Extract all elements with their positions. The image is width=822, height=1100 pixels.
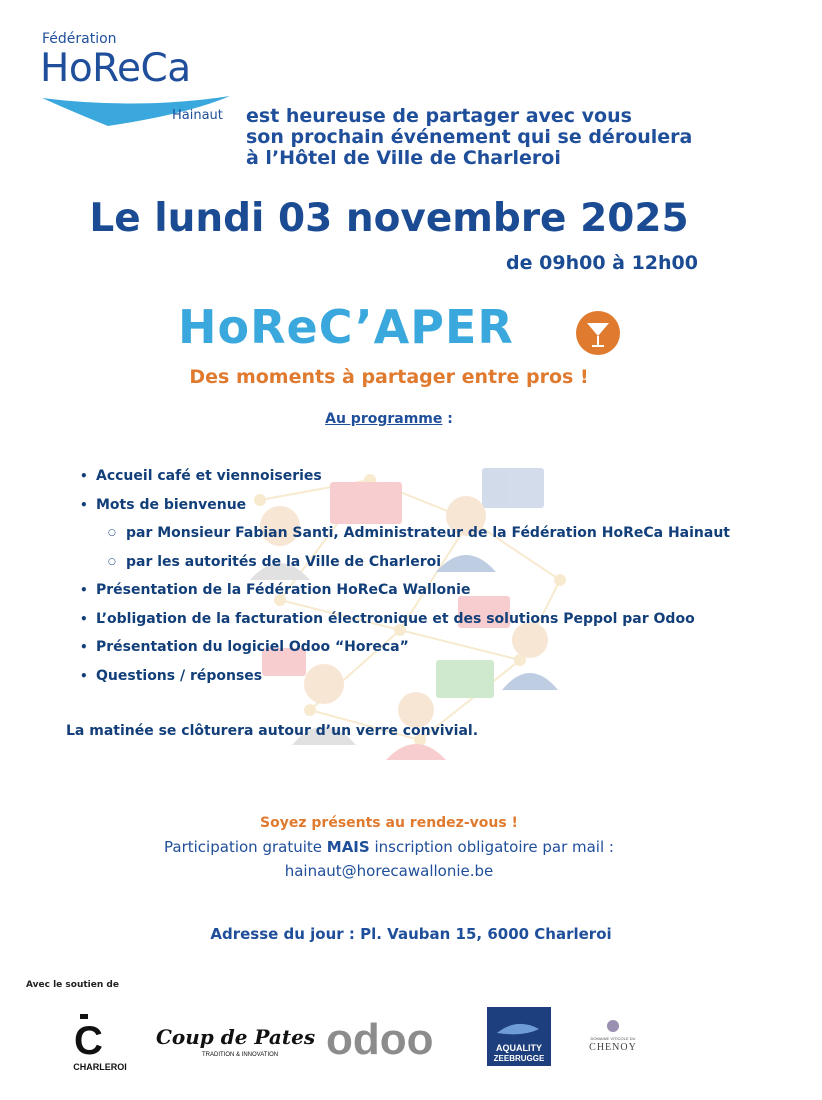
- call-to-action: Soyez présents au rendez-vous !: [260, 815, 518, 831]
- event-date: Le lundi 03 novembre 2025: [89, 196, 689, 241]
- list-item: • L’obligation de la facturation électronique et des solutions Peppol par Odoo: [78, 605, 730, 634]
- intro-text: [246, 106, 692, 169]
- chenoy-text: CHENOY: [589, 1042, 637, 1053]
- charleroi-logo-text: CHARLEROI: [73, 1062, 127, 1072]
- participation-before: Participation gratuite: [164, 838, 327, 856]
- list-item: • Présentation de la Fédération HoReCa Wallonie: [78, 576, 730, 605]
- intro-line: est heureuse de partager avec vous: [246, 105, 632, 127]
- support-label: Avec le soutien de: [26, 980, 119, 990]
- list-item: ○ par Monsieur Fabian Santi, Administrateur de la Fédération HoReCa Hainaut: [78, 519, 730, 548]
- odoo-logo-text: odoo: [326, 1015, 434, 1064]
- participation-text: [0, 838, 778, 856]
- coup-de-pates-tagline: TRADITION & INNOVATION: [202, 1052, 279, 1058]
- program-list: [78, 462, 730, 690]
- svg-text:C: C: [74, 1019, 103, 1063]
- logo-federation-text: Fédération: [42, 31, 117, 47]
- charleroi-logo: [70, 1012, 130, 1072]
- intro-line: à l’Hôtel de Ville de Charleroi: [246, 147, 561, 169]
- cocktail-glass-icon: [574, 309, 622, 357]
- participation-after: inscription obligatoire par mail :: [369, 838, 614, 856]
- coup-de-pates-text: Coup de Pates: [156, 1025, 316, 1049]
- logo-hainaut-text: Hainaut: [172, 108, 223, 123]
- event-time: de 09h00 à 12h00: [506, 252, 698, 274]
- event-subtitle: Des moments à partager entre pros !: [189, 366, 589, 388]
- closing-text: La matinée se clôturera autour d’un verre convivial.: [66, 723, 479, 739]
- participation-bold: MAIS: [326, 838, 370, 856]
- aquality-text: AQUALITY: [496, 1043, 542, 1053]
- contact-email-link[interactable]: hainaut@horecawallonie.be: [284, 862, 494, 880]
- chenoy-logo: [583, 1014, 643, 1062]
- program-heading: [0, 411, 778, 427]
- logo-horeca-text: HoReCa: [40, 46, 191, 91]
- list-item: • Mots de bienvenue: [78, 491, 730, 520]
- odoo-logo: [326, 1014, 454, 1062]
- list-item: • Questions / réponses: [78, 662, 730, 691]
- list-item: • Accueil café et viennoiseries: [78, 462, 730, 491]
- list-item: ○ par les autorités de la Ville de Charleroi: [78, 548, 730, 577]
- list-item: • Présentation du logiciel Odoo “Horeca”: [78, 633, 730, 662]
- intro-line: son prochain événement qui se déroulera: [246, 126, 693, 148]
- program-heading-colon: :: [442, 411, 453, 427]
- aquality-fish-icon: [487, 1007, 551, 1066]
- zeebrugge-text: ZEEBRUGGE: [493, 1054, 545, 1063]
- event-title: HoReC’APER: [178, 300, 514, 354]
- coup-de-pates-logo: [154, 1020, 316, 1060]
- program-heading-label: Au programme: [325, 411, 443, 427]
- aquality-zeebrugge-logo: [487, 1007, 551, 1066]
- event-address: Adresse du jour : Pl. Vauban 15, 6000 Charleroi: [210, 925, 612, 943]
- chenoy-small-text: DOMAINE VITICOLE DU: [590, 1036, 636, 1041]
